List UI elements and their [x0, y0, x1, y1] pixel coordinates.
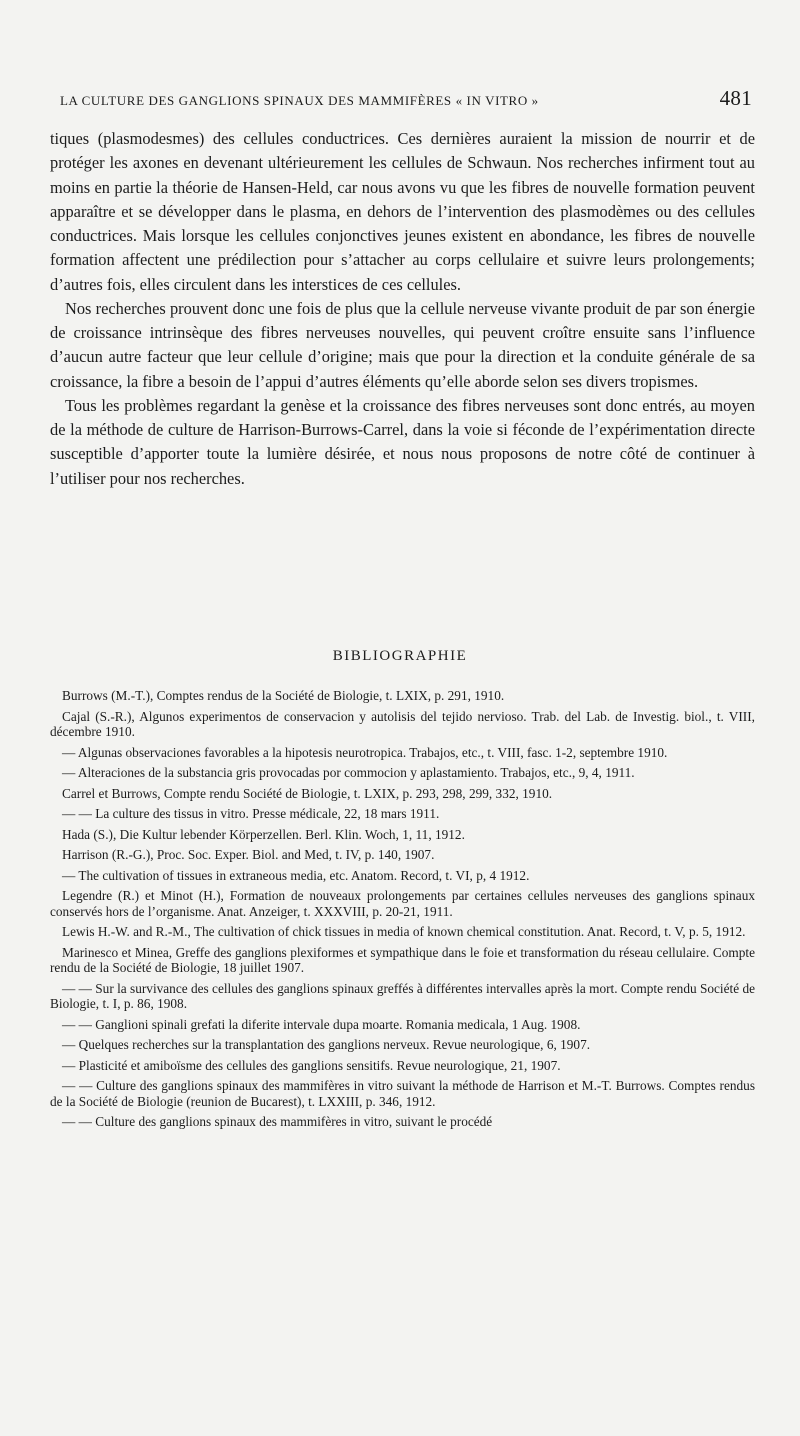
bibliography-list — [50, 688, 755, 1130]
body-text — [50, 127, 755, 491]
bibliography-entry: — Quelques recherches sur la transplantation des ganglions nerveux. Revue neurologique, 6, 1907. — [62, 1037, 591, 1052]
page-number: 481 — [719, 86, 752, 110]
bibliography-entry: Burrows (M.-T.), Comptes rendus de la Société de Biologie, t. LXIX, p. 291, 1910. — [62, 688, 505, 703]
bibliography-entry: Harrison (R.-G.), Proc. Soc. Exper. Biol. and Med, t. IV, p. 140, 1907. — [62, 847, 435, 862]
bibliography-entry: Cajal (S.-R.), Algunos experimentos de conservacion y autolisis del tejido nervioso. Trab. del Lab. de Investig. biol., t. VIII, décembre 1910. — [50, 708, 755, 739]
bibliography-entry: Legendre (R.) et Minot (H.), Formation de nouveaux prolongements par certaines cellules nerveuses des ganglions spinaux conservés hors de l’organisme. Anat. Anzeiger, t. XXXVIII, p. 20-21, 1911. — [50, 888, 755, 919]
paragraph: Tous les problèmes regardant la genèse et la croissance des fibres nerveuses sont donc entrés, au moyen de la méthode de culture de Harrison-Burrows-Carrel, dans la voie si féconde de l’expérimentation directe susceptible d’apporter toute la lumière désirée, et nous nous proposons de notre côté de continuer à l’utiliser pour nos recherches. — [50, 395, 755, 488]
bibliography-entry: Marinesco et Minea, Greffe des ganglions plexiformes et sympathique dans le foie et transformation du réseau cellulaire. Compte rendu de la Société de Biologie, 18 juillet 1907. — [50, 944, 755, 975]
running-title: LA CULTURE DES GANGLIONS SPINAUX DES MAMMIFÈRES « IN VITRO » — [60, 93, 539, 108]
bibliography-entry: Hada (S.), Die Kultur lebender Körperzellen. Berl. Klin. Woch, 1, 11, 1912. — [62, 826, 465, 842]
bibliography-entry: — — Culture des ganglions spinaux des mammifères in vitro, suivant le procédé — [62, 1114, 493, 1129]
bibliography-entry: Lewis H.-W. and R.-M., The cultivation of chick tissues in media of known chemical constitution. Anat. Record, t. V, p. 5, 1912. — [62, 924, 746, 939]
bibliography-entry: Carrel et Burrows, Compte rendu Société de Biologie, t. LXIX, p. 293, 298, 299, 332, 1910. — [62, 785, 553, 801]
bibliography-entry: — The cultivation of tissues in extraneous media, etc. Anatom. Record, t. VI, p, 4 1912. — [62, 867, 530, 883]
bibliography-entry: — — Culture des ganglions spinaux des mammifères in vitro suivant la méthode de Harrison et M.-T. Burrows. Comptes rendus de la Société de Biologie (reunion de Bucarest), t. LXXIII, p. 346, 1912. — [50, 1078, 755, 1109]
paragraph: Nos recherches prouvent donc une fois de plus que la cellule nerveuse vivante produit de par son énergie de croissance intrinsèque des fibres nerveuses nouvelles, qui peuvent croître ensuite sans l’influence d’aucun autre facteur que leur cellule d’origine; mais que pour la direction et la conduite générale de sa croissance, la fibre a besoin de l’appui d’autres éléments qu’elle aborde selon ses divers tropismes. — [50, 298, 755, 391]
bibliography-entry: — Plasticité et amiboïsme des cellules des ganglions sensitifs. Revue neurologique, 21, 1907. — [62, 1057, 561, 1073]
bibliography-entry: — — Ganglioni spinali grefati la diferite intervale dupa moarte. Romania medicala, 1 Aug. 1908. — [62, 1016, 581, 1032]
bibliography-entry: — — Sur la survivance des cellules des ganglions spinaux greffés à différentes intervalles après la mort. Compte rendu Société de Biologie, t. I, p. 86, 1908. — [50, 980, 755, 1011]
bibliography-entry: — Alteraciones de la substancia gris provocadas por commocion y aplastamiento. Trabajos, etc., 9, 4, 1911. — [62, 765, 635, 780]
bibliography-entry: — — La culture des tissus in vitro. Presse médicale, 22, 18 mars 1911. — [62, 806, 440, 821]
paragraph: tiques (plasmodesmes) des cellules conductrices. Ces dernières auraient la mission de nourrir et de protéger les axones en devenant ultérieurement les cellules de Schwaun. Nos recherches infirment tout au moins en partie la théorie de Hansen-Held, car nous avons vu que les fibres de nouvelle formation peuvent apparaître et se développer dans le plasma, en dehors de l’intervention des plasmodèmes ou des cellules conductrices. Mais lorsque les cellules conjonctives jeunes existent en abondance, les fibres de nouvelle formation affectent une prédilection pour s’attacher au corps cellulaire et suivre leurs prolongements; d’autres fois, elles circulent dans les interstices de ces cellules. — [50, 129, 755, 294]
bibliography-entry: — Algunas observaciones favorables a la hipotesis neurotropica. Trabajos, etc., t. VIII, fasc. 1-2, septembre 1910. — [62, 744, 668, 760]
bibliography-heading: BIBLIOGRAPHIE — [332, 648, 468, 664]
page-header — [60, 86, 752, 111]
